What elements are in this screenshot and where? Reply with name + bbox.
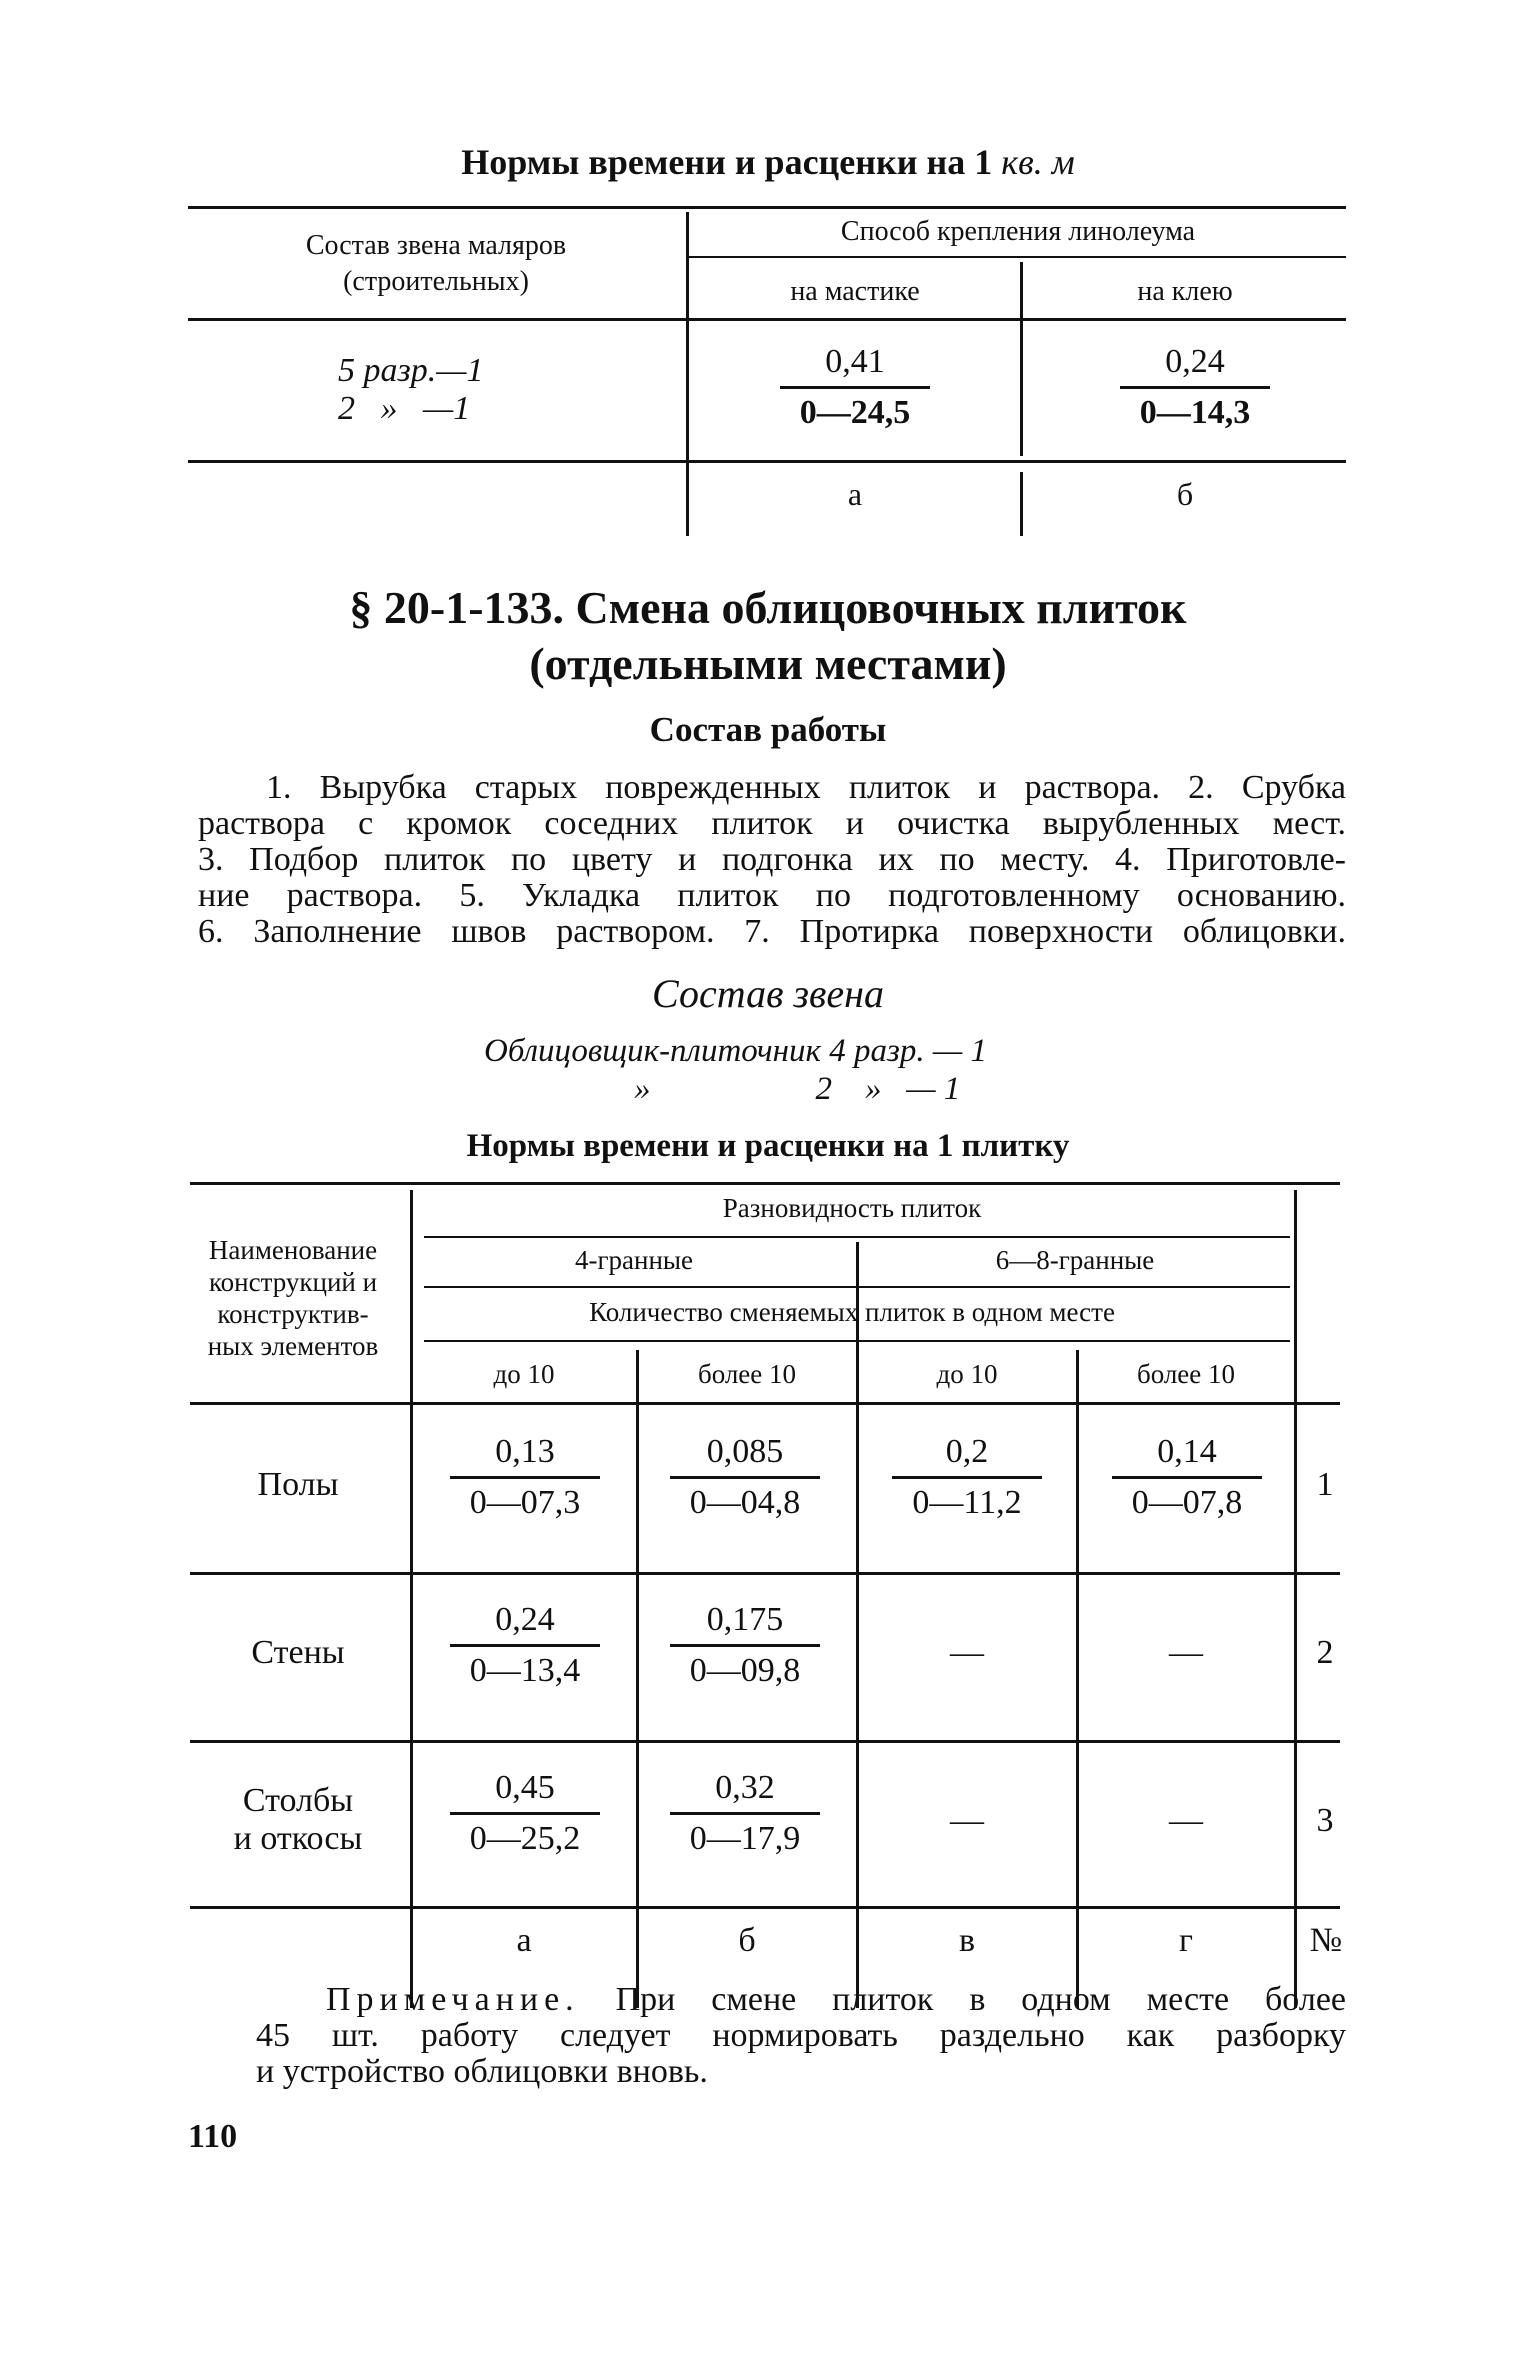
table2-name-header-line: конструкций и [208, 1267, 378, 1297]
table1-vline-1 [686, 212, 689, 536]
table2-row1-rule [190, 1572, 1340, 1575]
table1-value-a-price: 0—24,5 [799, 394, 911, 431]
cell-price: 0—09,8 [689, 1652, 801, 1689]
table1-header-left [188, 228, 684, 300]
cell-price: 0—11,2 [912, 1484, 1022, 1521]
table1-value-b-time: 0,24 [1165, 343, 1225, 380]
table2-cell-r1-d [1092, 1432, 1282, 1523]
fraction-bar [450, 1812, 600, 1815]
cell-price: 0—07,3 [469, 1484, 581, 1521]
table2-cell-r2-c: — [950, 1634, 984, 1671]
table2-group-rule [424, 1236, 1290, 1238]
table2-qty-col-a: до 10 [493, 1359, 555, 1389]
table2-col-letter-a: а [516, 1922, 532, 1959]
cell-time: 0,32 [715, 1769, 775, 1806]
table2-row-number: 3 [1316, 1802, 1334, 1839]
section-title [0, 580, 1536, 692]
note-label: Примечание. [326, 1981, 580, 2018]
table2-num-label: № [1309, 1922, 1343, 1959]
cell-time: 0,24 [495, 1601, 555, 1638]
work-line: раствора с кромок соседних плиток и очистка вырубленных мест. [198, 805, 1346, 842]
fraction-bar [780, 386, 930, 389]
table2-cell-r3-d: — [1169, 1802, 1203, 1839]
note-text1: При смене плиток в одном месте более [579, 1981, 1346, 2018]
table1-value-b-price: 0—14,3 [1139, 394, 1251, 431]
table1-header-rule [188, 318, 1346, 321]
table1-crew [338, 352, 484, 428]
table1-col-a-label: на мастике [790, 276, 920, 307]
table2-title: Нормы времени и расценки на 1 плитку [466, 1128, 1070, 1164]
table1-bottom-rule [188, 460, 1346, 463]
cell-price: 0—07,8 [1131, 1484, 1243, 1521]
table2-qty-header: Количество сменяемых плиток в одном месте [589, 1297, 1115, 1327]
table2-cell-r2-d: — [1169, 1634, 1203, 1671]
table2-col-letter-d: г [1179, 1922, 1193, 1959]
table2-vline-name [410, 1190, 413, 2008]
fraction-bar [450, 1476, 600, 1479]
work-line: 1. Вырубка старых поврежденных плиток и раствора. 2. Срубка [266, 769, 1346, 806]
fraction-bar [450, 1644, 600, 1647]
table2-col-letter-b: б [738, 1922, 756, 1959]
row-name-line: и откосы [233, 1820, 363, 1857]
table2-vline-ab [636, 1350, 639, 2008]
cell-price: 0—04,8 [689, 1484, 801, 1521]
note-line2: 45 шт. работу следует нормировать раздельно как разборку [256, 2017, 1346, 2054]
cell-time: 0,45 [495, 1769, 555, 1806]
work-line: 3. Подбор плиток по цвету и подгонка их по месту. 4. Приготовле- [198, 841, 1346, 878]
table2-sub-68: 6—8-гранные [995, 1245, 1155, 1275]
table2-name-header-line: конструктив- [217, 1299, 369, 1329]
table2-row-number: 1 [1316, 1466, 1334, 1503]
table1-header-left-line1: Состав звена маляров [305, 230, 567, 261]
section-title-line1: § 20-1-133. Смена облицовочных плиток [349, 582, 1187, 633]
fraction-bar [1112, 1476, 1262, 1479]
row-name-line: Столбы [242, 1782, 354, 1819]
table2-row2-rule [190, 1740, 1340, 1743]
work-description [198, 770, 1346, 950]
fraction-bar [670, 1812, 820, 1815]
cell-time: 0,175 [706, 1601, 784, 1638]
table2-name-header [180, 1234, 406, 1362]
table2-qty-col-b: более 10 [697, 1359, 797, 1389]
work-heading: Состав работы [649, 710, 887, 749]
table2-sub-4: 4-гранные [574, 1245, 694, 1275]
table2-vline-bc [856, 1242, 859, 2008]
table2-qty-col-c: до 10 [936, 1359, 998, 1389]
table1-crew-line2: 2 » —1 [338, 390, 471, 427]
crew-composition [484, 1032, 987, 1108]
crew-line2: » 2 » — 1 [634, 1071, 961, 1107]
table2-group-header: Разновидность плиток [722, 1193, 982, 1223]
table1-title [0, 140, 1536, 184]
table1-group-header: Способ крепления линолеума [840, 216, 1196, 247]
table1-title-unit: кв. м [1001, 142, 1075, 182]
table2-name-header-line: ных элементов [207, 1331, 379, 1361]
cell-price: 0—13,4 [469, 1652, 581, 1689]
table1-group-rule [688, 256, 1346, 258]
table2-row-name [190, 1782, 406, 1858]
table2-col-letter-c: в [958, 1922, 976, 1959]
table2-cell-r1-b [650, 1432, 840, 1523]
table2-cell-r3-c: — [950, 1802, 984, 1839]
table1-col-b-label: на клею [1137, 276, 1233, 307]
table1-value-a-time: 0,41 [825, 343, 885, 380]
crew-heading: Состав звена [651, 971, 884, 1016]
table2-vline-cd [1076, 1350, 1079, 2008]
cell-time: 0,14 [1157, 1433, 1217, 1470]
table2-top-rule [190, 1182, 1340, 1185]
table2-qty-col-d: более 10 [1136, 1359, 1236, 1389]
table1-header-left-line2: (строительных) [343, 266, 529, 297]
cell-price: 0—25,2 [469, 1820, 581, 1857]
note-line1 [256, 1982, 1346, 2018]
table2-cell-r1-a [430, 1432, 620, 1523]
table2-cell-r3-a [430, 1768, 620, 1859]
page-number: 110 [188, 2118, 238, 2155]
table2-vline-num [1294, 1190, 1297, 2008]
table2-row-name: Полы [257, 1466, 339, 1503]
table2-row-name: Стены [251, 1634, 345, 1671]
table1-value-b [1100, 342, 1290, 433]
table2-bottom-rule [190, 1906, 1340, 1909]
table1-col-letter-b: б [1176, 476, 1194, 512]
cell-price: 0—17,9 [689, 1820, 801, 1857]
table2-cell-r2-a [430, 1600, 620, 1691]
fraction-bar [670, 1476, 820, 1479]
table1-top-rule [188, 206, 1346, 209]
note [256, 1982, 1346, 2090]
cell-time: 0,2 [945, 1433, 989, 1470]
fraction-bar [670, 1644, 820, 1647]
work-line: ние раствора. 5. Укладка плиток по подготовленному основанию. [198, 877, 1346, 914]
table2-cell-r1-c [872, 1432, 1062, 1523]
section-title-line2: (отдельными местами) [529, 638, 1007, 689]
table1-vline-2 [1020, 262, 1023, 456]
table1-title-text: Нормы времени и расценки на 1 [461, 142, 1002, 182]
fraction-bar [892, 1476, 1042, 1479]
table2-name-header-line: Наименование [208, 1235, 378, 1265]
crew-line1: Облицовщик-плиточник 4 разр. — 1 [484, 1033, 987, 1069]
table1-crew-line1: 5 разр.—1 [338, 352, 484, 389]
cell-time: 0,13 [495, 1433, 555, 1470]
table1-vline-2b [1020, 472, 1023, 536]
table1-value-a [760, 342, 950, 433]
note-line3: и устройство облицовки вновь. [256, 2053, 708, 2090]
fraction-bar [1120, 386, 1270, 389]
table2-cell-r3-b [650, 1768, 840, 1859]
table2-header-rule [190, 1402, 1340, 1405]
table2-cell-r2-b [650, 1600, 840, 1691]
work-line: 6. Заполнение швов раствором. 7. Протирка поверхности облицовки. [198, 913, 1346, 950]
table1-col-letter-a: а [847, 476, 863, 512]
cell-time: 0,085 [706, 1433, 784, 1470]
table2-row-number: 2 [1316, 1634, 1334, 1671]
